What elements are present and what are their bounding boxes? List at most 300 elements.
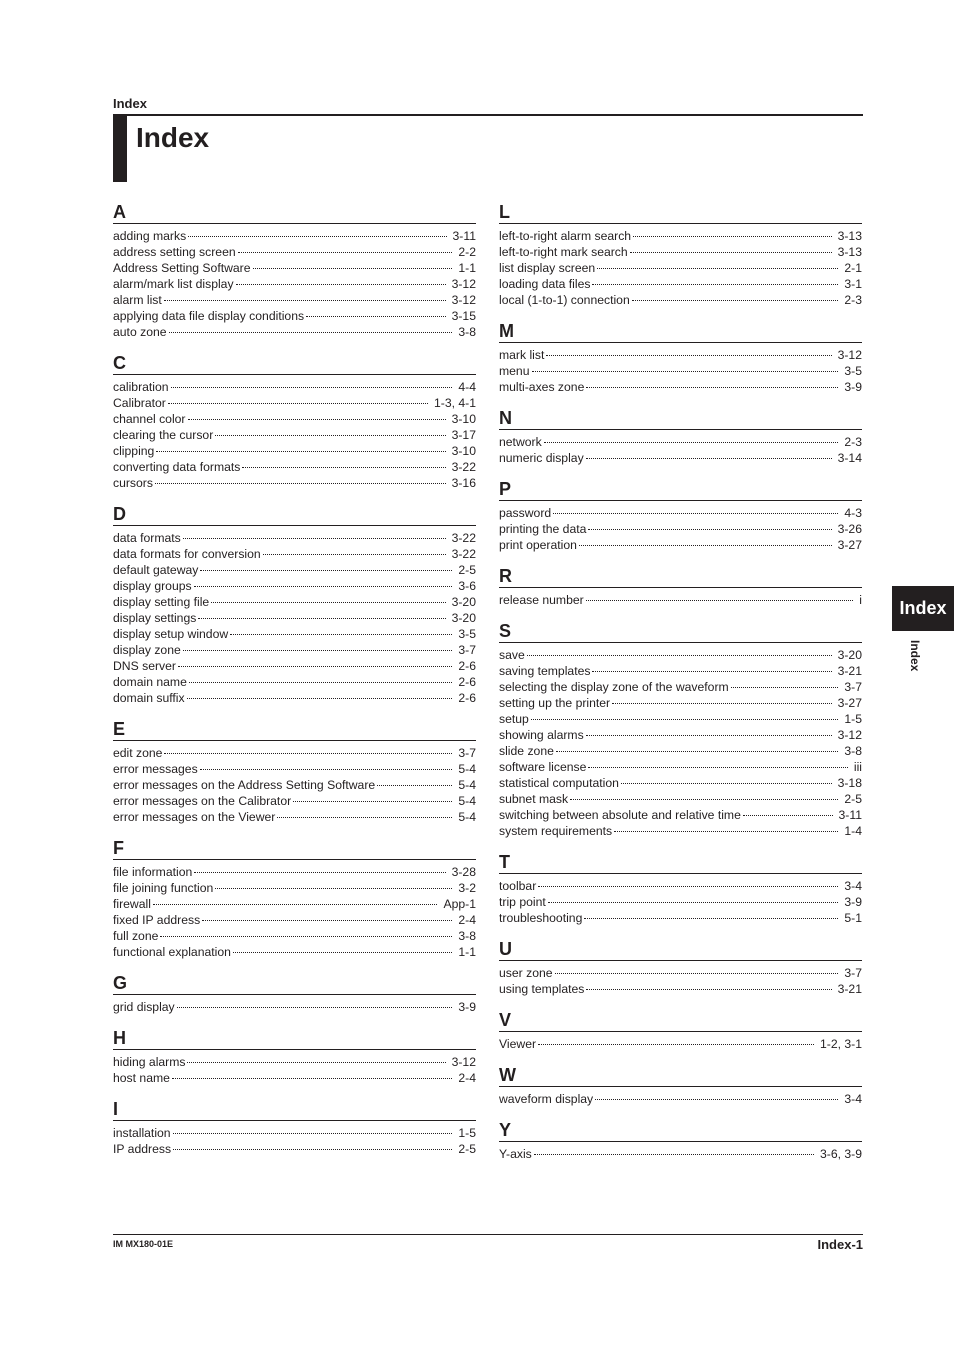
dot-leader <box>164 300 446 301</box>
index-entry[interactable] <box>113 546 476 562</box>
dot-leader <box>548 902 839 903</box>
index-entry[interactable] <box>499 663 862 679</box>
index-entry[interactable] <box>113 864 476 880</box>
dot-leader <box>306 316 446 317</box>
index-page-ref: 3-18 <box>837 776 862 790</box>
dot-leader <box>534 1154 814 1155</box>
index-term: edit zone <box>113 746 163 760</box>
index-term: loading data files <box>499 277 591 291</box>
index-page-ref: 3-15 <box>451 309 476 323</box>
index-page-ref: 1-5 <box>458 1126 476 1140</box>
dot-leader <box>621 783 832 784</box>
dot-leader <box>202 920 452 921</box>
index-entry[interactable] <box>499 521 862 537</box>
index-entry[interactable] <box>113 395 476 411</box>
index-entry[interactable] <box>499 537 862 553</box>
index-page-ref: 3-27 <box>837 696 862 710</box>
index-page-ref: 3-12 <box>451 293 476 307</box>
index-entry[interactable] <box>113 427 476 443</box>
index-term: print operation <box>499 538 577 552</box>
index-entry[interactable] <box>499 823 862 839</box>
index-page-ref: 1-1 <box>458 945 476 959</box>
index-page-ref: 3-26 <box>837 522 862 536</box>
index-term: data formats for conversion <box>113 547 261 561</box>
section-letter: T <box>499 852 862 874</box>
index-term: applying data file display conditions <box>113 309 305 323</box>
dot-leader <box>570 799 838 800</box>
dot-leader <box>546 355 831 356</box>
index-page-ref: 3-20 <box>837 648 862 662</box>
dot-leader <box>588 529 831 530</box>
section-letter: P <box>499 479 862 501</box>
dot-leader <box>614 831 838 832</box>
index-page-ref: 3-5 <box>458 627 476 641</box>
index-entry[interactable] <box>113 443 476 459</box>
index-term: firewall <box>113 897 151 911</box>
index-entry[interactable] <box>113 276 476 292</box>
index-section-c <box>113 353 476 491</box>
index-page-ref: 3-4 <box>844 1092 862 1106</box>
index-term: display zone <box>113 643 181 657</box>
index-entry[interactable] <box>499 260 862 276</box>
dot-leader <box>188 236 446 237</box>
index-term: clipping <box>113 444 155 458</box>
index-entry[interactable] <box>113 1070 476 1086</box>
index-entry[interactable] <box>113 1054 476 1070</box>
index-page-ref: i <box>859 593 862 607</box>
index-page-ref: iii <box>853 760 862 774</box>
index-page-ref: 3-1 <box>844 277 862 291</box>
index-entry[interactable] <box>499 505 862 521</box>
index-page-ref: 3-9 <box>844 895 862 909</box>
index-term: using templates <box>499 982 585 996</box>
index-term: Y-axis <box>499 1147 532 1161</box>
index-entry[interactable] <box>113 809 476 825</box>
index-page-ref: 1-5 <box>844 712 862 726</box>
dot-leader <box>200 570 452 571</box>
index-entry[interactable] <box>113 674 476 690</box>
index-term: default gateway <box>113 563 199 577</box>
index-entry[interactable] <box>499 244 862 260</box>
index-entry[interactable] <box>499 711 862 727</box>
index-term: error messages on the Viewer <box>113 810 276 824</box>
section-letter: U <box>499 939 862 961</box>
index-term: Viewer <box>499 1037 537 1051</box>
index-entry[interactable] <box>499 1146 862 1162</box>
index-page-ref: 3-11 <box>452 229 476 243</box>
index-page-ref: 2-4 <box>458 913 476 927</box>
index-term: installation <box>113 1126 171 1140</box>
index-entry[interactable] <box>113 690 476 706</box>
index-entry[interactable] <box>499 727 862 743</box>
dot-leader <box>155 483 446 484</box>
index-entry[interactable] <box>113 562 476 578</box>
dot-leader <box>586 387 838 388</box>
index-entry[interactable] <box>113 944 476 960</box>
index-entry[interactable] <box>499 910 862 926</box>
index-term: setup <box>499 712 529 726</box>
index-entry[interactable] <box>113 999 476 1015</box>
index-term: waveform display <box>499 1092 594 1106</box>
index-page-ref: 3-8 <box>458 325 476 339</box>
index-entry[interactable] <box>499 434 862 450</box>
index-term: left-to-right mark search <box>499 245 628 259</box>
dot-leader <box>173 1133 453 1134</box>
dot-leader <box>293 801 452 802</box>
footer-doc-id: IM MX180-01E <box>113 1239 174 1249</box>
dot-leader <box>630 252 832 253</box>
index-term: calibration <box>113 380 169 394</box>
index-entry[interactable] <box>113 793 476 809</box>
index-term: data formats <box>113 531 181 545</box>
index-section-m <box>499 321 862 395</box>
index-term: functional explanation <box>113 945 231 959</box>
dot-leader <box>538 1044 814 1045</box>
dot-leader <box>233 952 452 953</box>
index-term: switching between absolute and relative time <box>499 808 741 822</box>
index-page-ref: 2-6 <box>458 691 476 705</box>
index-page-ref: 5-4 <box>458 810 476 824</box>
section-letter: S <box>499 621 862 643</box>
index-term: save <box>499 648 525 662</box>
dot-leader <box>242 467 445 468</box>
index-column-left <box>113 202 476 1170</box>
dot-leader <box>153 904 438 905</box>
index-term: display setup window <box>113 627 229 641</box>
dot-leader <box>527 655 832 656</box>
section-letter: V <box>499 1010 862 1032</box>
index-section-f <box>113 838 476 960</box>
index-page-ref: 3-27 <box>837 538 862 552</box>
index-entry[interactable] <box>499 695 862 711</box>
index-page-ref: 2-3 <box>844 435 862 449</box>
index-term: statistical computation <box>499 776 619 790</box>
index-entry[interactable] <box>499 894 862 910</box>
index-section-a <box>113 202 476 340</box>
index-term: grid display <box>113 1000 175 1014</box>
dot-leader <box>743 815 833 816</box>
index-page-ref: 3-5 <box>844 364 862 378</box>
dot-leader <box>555 973 839 974</box>
index-term: showing alarms <box>499 728 584 742</box>
index-page-ref: 3-22 <box>451 531 476 545</box>
dot-leader <box>194 586 453 587</box>
index-entry[interactable] <box>499 647 862 663</box>
index-term: setting up the printer <box>499 696 611 710</box>
index-page-ref: 3-12 <box>451 1055 476 1069</box>
index-entry[interactable] <box>499 759 862 775</box>
index-section-y <box>499 1120 862 1162</box>
section-letter: N <box>499 408 862 430</box>
index-page-ref: 3-22 <box>451 460 476 474</box>
dot-leader <box>188 419 446 420</box>
index-entry[interactable] <box>113 610 476 626</box>
index-page-ref: 3-6 <box>458 579 476 593</box>
section-letter: H <box>113 1028 476 1050</box>
index-entry[interactable] <box>113 761 476 777</box>
index-entry[interactable] <box>113 308 476 324</box>
index-section-g <box>113 973 476 1015</box>
index-page-ref: 3-11 <box>838 808 862 822</box>
index-entry[interactable] <box>113 1141 476 1157</box>
index-entry[interactable] <box>499 981 862 997</box>
side-tab-vertical-label: Index <box>908 640 922 672</box>
index-entry[interactable] <box>113 658 476 674</box>
index-entry[interactable] <box>499 379 862 395</box>
index-entry[interactable] <box>113 626 476 642</box>
index-page-ref: 5-4 <box>458 762 476 776</box>
index-entry[interactable] <box>499 276 862 292</box>
index-entry[interactable] <box>113 530 476 546</box>
index-page-ref: 3-10 <box>451 444 476 458</box>
dot-leader <box>586 735 832 736</box>
dot-leader <box>612 703 831 704</box>
dot-leader <box>183 650 453 651</box>
index-term: troubleshooting <box>499 911 583 925</box>
index-section-t <box>499 852 862 926</box>
index-term: subnet mask <box>499 792 569 806</box>
index-term: domain name <box>113 675 187 689</box>
running-head: Index <box>113 96 147 111</box>
index-term: list display screen <box>499 261 596 275</box>
index-entry[interactable] <box>499 878 862 894</box>
dot-leader <box>584 918 838 919</box>
index-entry[interactable] <box>113 228 476 244</box>
header-rule <box>113 114 863 116</box>
dot-leader <box>168 403 428 404</box>
index-term: system requirements <box>499 824 613 838</box>
index-page-ref: 3-4 <box>844 879 862 893</box>
dot-leader <box>171 387 453 388</box>
dot-leader <box>194 872 445 873</box>
index-entry[interactable] <box>113 578 476 594</box>
dot-leader <box>215 888 452 889</box>
index-term: auto zone <box>113 325 167 339</box>
index-entry[interactable] <box>113 777 476 793</box>
dot-leader <box>553 513 838 514</box>
index-page-ref: 3-12 <box>837 728 862 742</box>
index-page-ref: 3-6, 3-9 <box>819 1147 862 1161</box>
section-letter: Y <box>499 1120 862 1142</box>
index-section-l <box>499 202 862 308</box>
index-term: alarm/mark list display <box>113 277 234 291</box>
dot-leader <box>160 936 452 937</box>
index-section-d <box>113 504 476 706</box>
index-page-ref: 3-7 <box>844 966 862 980</box>
dot-leader <box>187 698 453 699</box>
index-section-n <box>499 408 862 466</box>
index-entry[interactable] <box>499 450 862 466</box>
index-term: local (1-to-1) connection <box>499 293 630 307</box>
index-term: error messages on the Calibrator <box>113 794 292 808</box>
index-section-r <box>499 566 862 608</box>
index-term: printing the data <box>499 522 587 536</box>
dot-leader <box>200 769 453 770</box>
index-page-ref: 1-2, 3-1 <box>819 1037 862 1051</box>
index-entry[interactable] <box>113 244 476 260</box>
dot-leader <box>183 538 446 539</box>
index-entry[interactable] <box>499 347 862 363</box>
side-tab-index[interactable]: Index <box>892 586 954 631</box>
index-entry[interactable] <box>499 592 862 608</box>
index-section-v <box>499 1010 862 1052</box>
index-term: toolbar <box>499 879 537 893</box>
dot-leader <box>253 268 453 269</box>
page-title: Index <box>136 122 210 153</box>
dot-leader <box>586 458 832 459</box>
dot-leader <box>731 687 839 688</box>
index-term: left-to-right alarm search <box>499 229 632 243</box>
index-page-ref: 3-12 <box>837 348 862 362</box>
index-entry[interactable] <box>113 292 476 308</box>
dot-leader <box>178 666 452 667</box>
index-page-ref: 3-16 <box>451 476 476 490</box>
index-entry[interactable] <box>499 1036 862 1052</box>
section-letter: E <box>113 719 476 741</box>
dot-leader <box>592 284 838 285</box>
index-column-right <box>499 202 862 1175</box>
index-term: full zone <box>113 929 159 943</box>
index-term: file information <box>113 865 193 879</box>
index-entry[interactable] <box>113 880 476 896</box>
index-term: menu <box>499 364 530 378</box>
index-term: address setting screen <box>113 245 236 259</box>
index-page-ref: 2-6 <box>458 675 476 689</box>
section-letter: D <box>113 504 476 526</box>
index-entry[interactable] <box>113 642 476 658</box>
index-page-ref: 2-4 <box>458 1071 476 1085</box>
dot-leader <box>164 753 452 754</box>
dot-leader <box>238 252 453 253</box>
dot-leader <box>215 435 445 436</box>
index-section-w <box>499 1065 862 1107</box>
index-entry[interactable] <box>113 745 476 761</box>
index-page-ref: 2-5 <box>844 792 862 806</box>
index-entry[interactable] <box>499 228 862 244</box>
index-term: host name <box>113 1071 170 1085</box>
index-section-p <box>499 479 862 553</box>
index-term: clearing the cursor <box>113 428 214 442</box>
footer-rule <box>113 1234 863 1235</box>
dot-leader <box>633 236 832 237</box>
section-letter: I <box>113 1099 476 1121</box>
dot-leader <box>377 785 452 786</box>
index-page-ref: 4-4 <box>458 380 476 394</box>
index-term: fixed IP address <box>113 913 201 927</box>
index-term: error messages on the Address Setting Software <box>113 778 376 792</box>
dot-leader <box>588 767 847 768</box>
index-term: converting data formats <box>113 460 241 474</box>
index-entry[interactable] <box>499 775 862 791</box>
section-letter: R <box>499 566 862 588</box>
index-entry[interactable] <box>113 912 476 928</box>
index-term: slide zone <box>499 744 554 758</box>
title-bar-accent <box>113 114 127 182</box>
index-term: cursors <box>113 476 153 490</box>
index-entry[interactable] <box>499 791 862 807</box>
index-entry[interactable] <box>113 928 476 944</box>
index-entry[interactable] <box>113 459 476 475</box>
index-term: domain suffix <box>113 691 185 705</box>
dot-leader <box>579 545 832 546</box>
dot-leader <box>595 1099 838 1100</box>
index-term: mark list <box>499 348 545 362</box>
index-page-ref: 3-7 <box>458 746 476 760</box>
index-term: adding marks <box>113 229 187 243</box>
index-entry[interactable] <box>499 965 862 981</box>
section-letter: F <box>113 838 476 860</box>
index-term: error messages <box>113 762 198 776</box>
index-term: hiding alarms <box>113 1055 186 1069</box>
dot-leader <box>169 332 453 333</box>
section-letter: M <box>499 321 862 343</box>
index-term: network <box>499 435 542 449</box>
index-page-ref: 3-7 <box>458 643 476 657</box>
index-page-ref: 1-1 <box>458 261 476 275</box>
index-page-ref: 1-4 <box>844 824 862 838</box>
index-page-ref: 3-9 <box>458 1000 476 1014</box>
index-page-ref: 3-21 <box>837 982 862 996</box>
index-page-ref: 1-3, 4-1 <box>433 396 476 410</box>
index-page-ref: 5-1 <box>844 911 862 925</box>
dot-leader <box>211 602 445 603</box>
dot-leader <box>230 634 452 635</box>
index-page-ref: 3-7 <box>844 680 862 694</box>
index-term: alarm list <box>113 293 162 307</box>
index-page-ref: 3-13 <box>837 245 862 259</box>
index-section-e <box>113 719 476 825</box>
index-term: multi-axes zone <box>499 380 585 394</box>
dot-leader <box>538 886 838 887</box>
index-term: release number <box>499 593 584 607</box>
section-letter: G <box>113 973 476 995</box>
dot-leader <box>597 268 838 269</box>
dot-leader <box>177 1007 453 1008</box>
index-entry[interactable] <box>113 896 476 912</box>
index-section-u <box>499 939 862 997</box>
dot-leader <box>198 618 445 619</box>
index-entry[interactable] <box>499 807 862 823</box>
index-entry[interactable] <box>113 1125 476 1141</box>
dot-leader <box>263 554 446 555</box>
index-term: Address Setting Software <box>113 261 251 275</box>
index-entry[interactable] <box>499 743 862 759</box>
index-entry[interactable] <box>113 379 476 395</box>
dot-leader <box>187 1062 445 1063</box>
index-entry[interactable] <box>499 363 862 379</box>
index-entry[interactable] <box>113 411 476 427</box>
dot-leader <box>586 989 831 990</box>
index-page-ref: 3-17 <box>451 428 476 442</box>
index-entry[interactable] <box>499 679 862 695</box>
index-term: saving templates <box>499 664 591 678</box>
index-page-ref: 5-4 <box>458 794 476 808</box>
index-entry[interactable] <box>113 594 476 610</box>
dot-leader <box>236 284 446 285</box>
index-page-ref: 2-1 <box>844 261 862 275</box>
index-entry[interactable] <box>113 260 476 276</box>
index-entry[interactable] <box>113 475 476 491</box>
dot-leader <box>532 371 839 372</box>
index-entry[interactable] <box>113 324 476 340</box>
section-letter: C <box>113 353 476 375</box>
index-page-ref: 3-2 <box>458 881 476 895</box>
index-entry[interactable] <box>499 1091 862 1107</box>
index-term: channel color <box>113 412 186 426</box>
index-page-ref: 2-2 <box>458 245 476 259</box>
dot-leader <box>556 751 838 752</box>
index-entry[interactable] <box>499 292 862 308</box>
